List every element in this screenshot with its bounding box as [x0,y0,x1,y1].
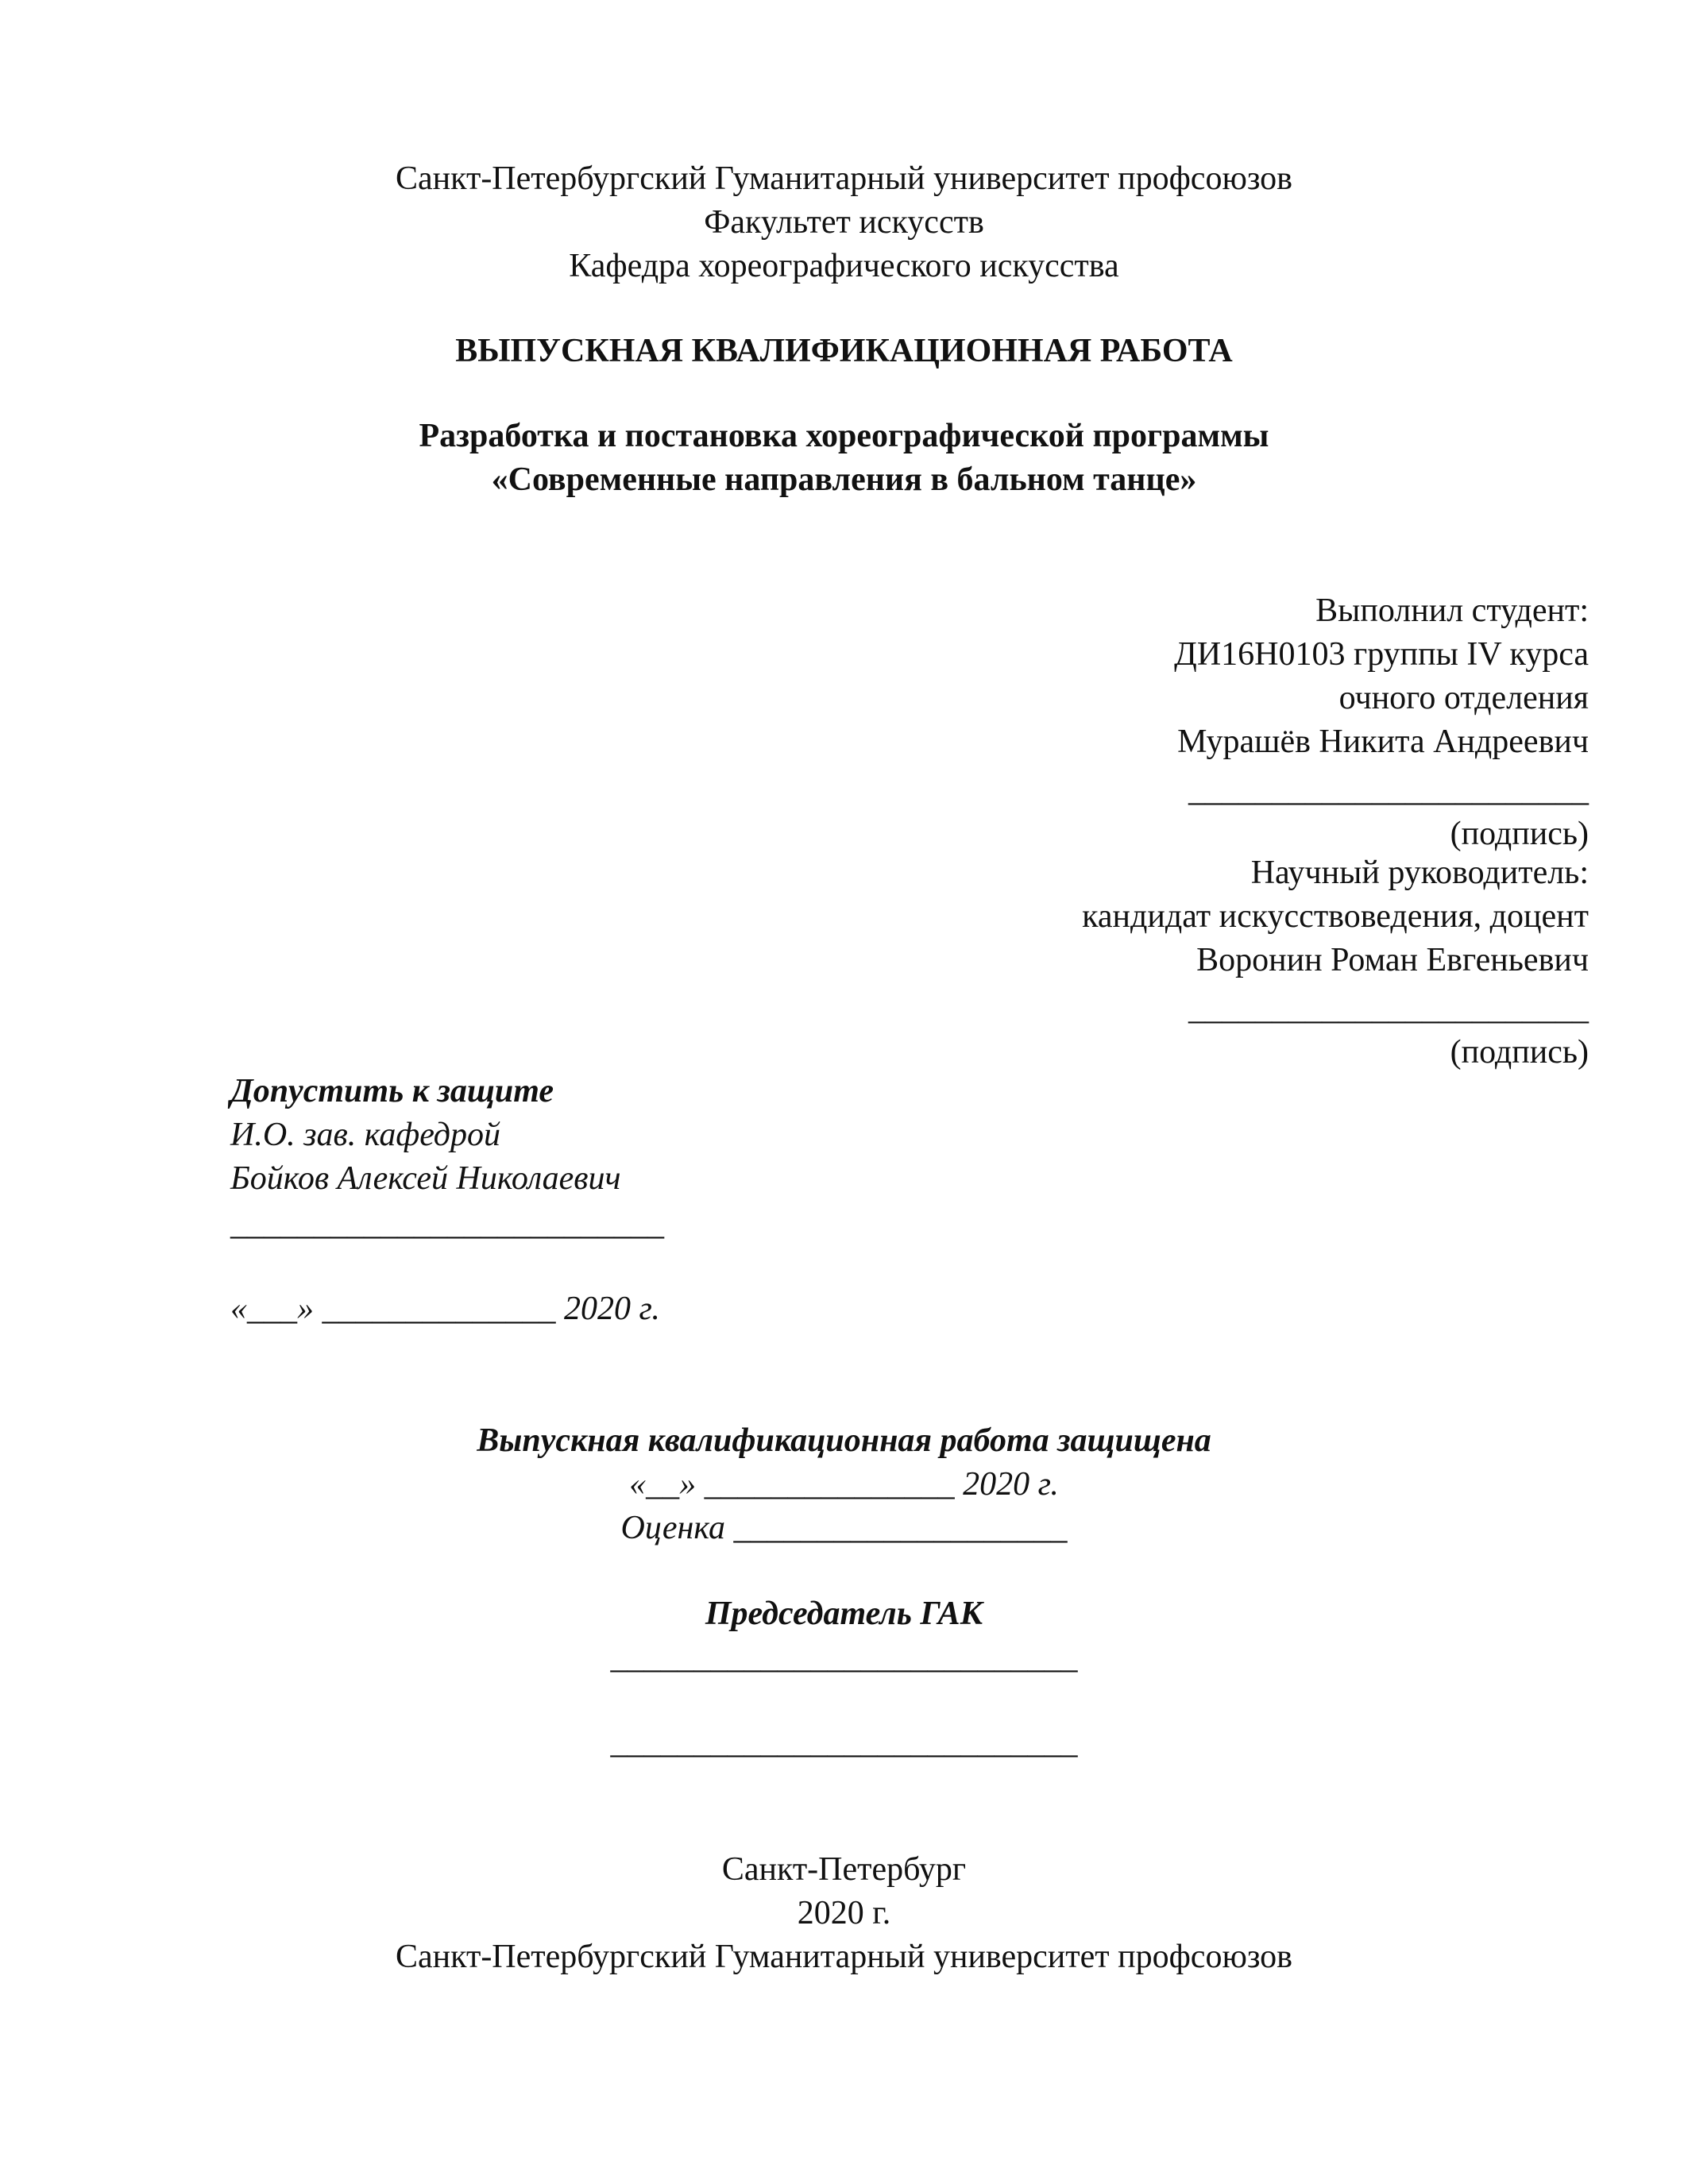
footer-year: 2020 г. [797,1895,891,1931]
footer-block [0,1848,1688,1979]
supervisor-block [794,851,1589,1075]
header-faculty: Факультет искусств [704,204,984,241]
supervisor-signature-caption: (подпись) [1450,1034,1589,1071]
student-group: ДИ16Н0103 группы IV курса [1174,636,1589,673]
topic-line-2: «Современные направления в бальном танце» [491,461,1197,498]
footer-university: Санкт-Петербургский Гуманитарный университет профсоюзов [395,1939,1293,1975]
student-label: Выполнил студент: [1315,592,1589,629]
chair-signature-line-1: ____________________________ [610,1639,1078,1676]
student-name: Мурашёв Никита Андреевич [1177,723,1589,760]
defense-grade-line: Оценка ____________________ [620,1510,1068,1546]
student-block [794,589,1589,856]
defense-heading: Выпускная квалификационная работа защищена [477,1422,1211,1459]
defense-block [0,1419,1688,1765]
topic-line-1: Разработка и постановка хореографической программы [419,418,1269,454]
student-signature-caption: (подпись) [1450,816,1589,852]
chair-signature-line-2: ____________________________ [610,1724,1078,1761]
work-title: ВЫПУСКНАЯ КВАЛИФИКАЦИОННАЯ РАБОТА [455,333,1233,369]
defense-date-line: «__» _______________ 2020 г. [629,1466,1059,1503]
supervisor-label: Научный руководитель: [1250,855,1589,891]
admission-heading: Допустить к защите [230,1073,554,1109]
admission-date-line: «___» ______________ 2020 г. [230,1291,660,1327]
supervisor-name: Воронин Роман Евгеньевич [1196,942,1589,978]
chair-heading: Председатель ГАК [705,1596,983,1632]
student-signature-line: ________________________ [1188,772,1589,808]
footer-city: Санкт-Петербург [721,1851,967,1888]
supervisor-signature-line: ________________________ [1188,990,1589,1027]
topic-block [0,415,1688,502]
header-department: Кафедра хореографического искусства [569,248,1119,284]
admission-name: Бойков Алексей Николаевич [230,1160,621,1197]
student-form: очного отделения [1338,680,1589,716]
admission-block [230,1070,1025,1331]
admission-position: И.О. зав. кафедрой [230,1117,501,1153]
header-university: Санкт-Петербургский Гуманитарный университет профсоюзов [395,160,1293,197]
header-block [0,157,1688,288]
admission-signature-line: __________________________ [230,1206,664,1242]
supervisor-degree: кандидат искусствоведения, доцент [1082,898,1589,935]
